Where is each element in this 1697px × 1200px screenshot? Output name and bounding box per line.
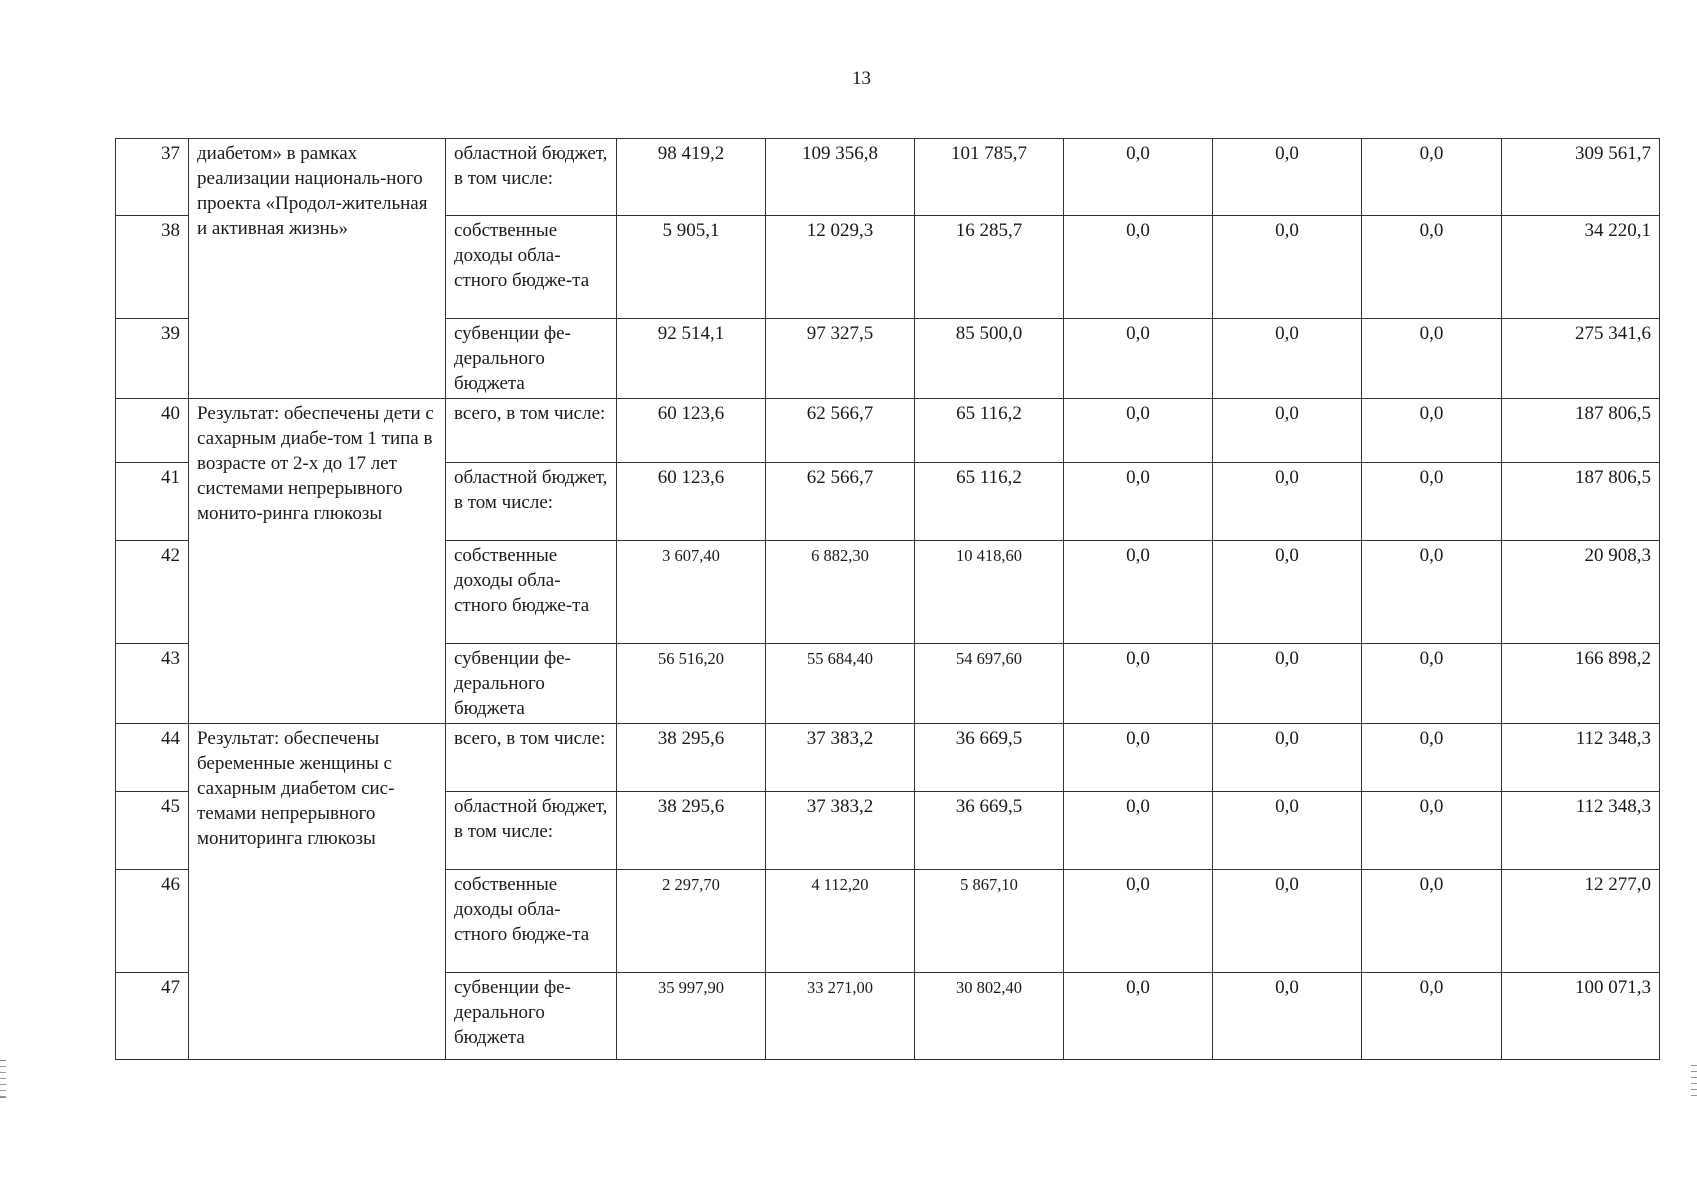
value-year-3: 36 669,5 xyxy=(915,724,1064,792)
value-year-3: 10 418,60 xyxy=(915,541,1064,644)
funding-source: областной бюджет, в том числе: xyxy=(446,792,617,870)
row-number: 37 xyxy=(116,139,189,216)
value-year-6: 0,0 xyxy=(1362,973,1502,1060)
value-year-2: 37 383,2 xyxy=(766,724,915,792)
value-year-5: 0,0 xyxy=(1213,319,1362,399)
event-name: диабетом» в рамках реализации националь-ного проекта «Продол-жительная и активная жизнь» xyxy=(189,139,446,399)
value-year-1: 98 419,2 xyxy=(617,139,766,216)
value-year-3: 65 116,2 xyxy=(915,399,1064,463)
value-year-5: 0,0 xyxy=(1213,399,1362,463)
value-year-1: 92 514,1 xyxy=(617,319,766,399)
value-year-5: 0,0 xyxy=(1213,644,1362,724)
value-year-2: 4 112,20 xyxy=(766,870,915,973)
budget-table xyxy=(115,138,1660,1060)
value-year-5: 0,0 xyxy=(1213,973,1362,1060)
value-total: 187 806,5 xyxy=(1502,463,1660,541)
row-number: 39 xyxy=(116,319,189,399)
row-number: 41 xyxy=(116,463,189,541)
row-number: 40 xyxy=(116,399,189,463)
value-year-4: 0,0 xyxy=(1064,870,1213,973)
value-total: 20 908,3 xyxy=(1502,541,1660,644)
value-year-5: 0,0 xyxy=(1213,541,1362,644)
value-year-2: 62 566,7 xyxy=(766,399,915,463)
page-number: 13 xyxy=(852,68,871,89)
value-year-5: 0,0 xyxy=(1213,724,1362,792)
value-year-3: 5 867,10 xyxy=(915,870,1064,973)
value-year-4: 0,0 xyxy=(1064,724,1213,792)
value-year-4: 0,0 xyxy=(1064,973,1213,1060)
value-year-4: 0,0 xyxy=(1064,792,1213,870)
value-year-6: 0,0 xyxy=(1362,792,1502,870)
value-year-2: 109 356,8 xyxy=(766,139,915,216)
value-year-2: 62 566,7 xyxy=(766,463,915,541)
funding-source: областной бюджет, в том числе: xyxy=(446,463,617,541)
funding-source: всего, в том числе: xyxy=(446,399,617,463)
funding-source: собственные доходы обла-стного бюдже-та xyxy=(446,870,617,973)
value-year-6: 0,0 xyxy=(1362,463,1502,541)
funding-source: субвенции фе-дерального бюджета xyxy=(446,644,617,724)
value-year-6: 0,0 xyxy=(1362,319,1502,399)
value-year-4: 0,0 xyxy=(1064,463,1213,541)
row-number: 46 xyxy=(116,870,189,973)
row-number: 44 xyxy=(116,724,189,792)
value-year-5: 0,0 xyxy=(1213,870,1362,973)
value-year-3: 16 285,7 xyxy=(915,216,1064,319)
value-year-5: 0,0 xyxy=(1213,216,1362,319)
table-row xyxy=(116,139,1660,216)
value-total: 112 348,3 xyxy=(1502,792,1660,870)
value-year-1: 3 607,40 xyxy=(617,541,766,644)
funding-source: собственные доходы обла-стного бюдже-та xyxy=(446,541,617,644)
value-year-5: 0,0 xyxy=(1213,792,1362,870)
row-number: 38 xyxy=(116,216,189,319)
value-total: 100 071,3 xyxy=(1502,973,1660,1060)
scan-mark-left xyxy=(0,1060,6,1098)
value-year-2: 97 327,5 xyxy=(766,319,915,399)
value-total: 112 348,3 xyxy=(1502,724,1660,792)
value-year-1: 2 297,70 xyxy=(617,870,766,973)
value-year-3: 54 697,60 xyxy=(915,644,1064,724)
value-year-6: 0,0 xyxy=(1362,644,1502,724)
funding-source: субвенции фе-дерального бюджета xyxy=(446,319,617,399)
value-year-6: 0,0 xyxy=(1362,216,1502,319)
value-year-1: 56 516,20 xyxy=(617,644,766,724)
row-number: 47 xyxy=(116,973,189,1060)
value-year-6: 0,0 xyxy=(1362,541,1502,644)
value-year-4: 0,0 xyxy=(1064,541,1213,644)
value-total: 309 561,7 xyxy=(1502,139,1660,216)
value-year-2: 37 383,2 xyxy=(766,792,915,870)
value-total: 187 806,5 xyxy=(1502,399,1660,463)
funding-source: областной бюджет, в том числе: xyxy=(446,139,617,216)
table-row xyxy=(116,724,1660,792)
table-row xyxy=(116,399,1660,463)
value-year-1: 60 123,6 xyxy=(617,399,766,463)
value-year-3: 30 802,40 xyxy=(915,973,1064,1060)
scan-mark-right xyxy=(1691,1060,1697,1096)
value-year-6: 0,0 xyxy=(1362,139,1502,216)
value-year-2: 55 684,40 xyxy=(766,644,915,724)
value-year-1: 5 905,1 xyxy=(617,216,766,319)
value-total: 12 277,0 xyxy=(1502,870,1660,973)
value-year-6: 0,0 xyxy=(1362,724,1502,792)
event-name: Результат: обеспечены дети с сахарным диабе-том 1 типа в возрасте от 2-х до 17 лет системами непрерывного монито-ринга глюкозы xyxy=(189,399,446,724)
value-year-2: 12 029,3 xyxy=(766,216,915,319)
value-year-1: 35 997,90 xyxy=(617,973,766,1060)
value-year-5: 0,0 xyxy=(1213,463,1362,541)
value-total: 166 898,2 xyxy=(1502,644,1660,724)
value-year-4: 0,0 xyxy=(1064,399,1213,463)
row-number: 43 xyxy=(116,644,189,724)
value-year-3: 85 500,0 xyxy=(915,319,1064,399)
value-year-4: 0,0 xyxy=(1064,644,1213,724)
row-number: 45 xyxy=(116,792,189,870)
row-number: 42 xyxy=(116,541,189,644)
funding-source: собственные доходы обла-стного бюдже-та xyxy=(446,216,617,319)
value-year-1: 38 295,6 xyxy=(617,724,766,792)
value-year-6: 0,0 xyxy=(1362,870,1502,973)
funding-source: субвенции фе-дерального бюджета xyxy=(446,973,617,1060)
value-total: 34 220,1 xyxy=(1502,216,1660,319)
value-year-3: 36 669,5 xyxy=(915,792,1064,870)
event-name: Результат: обеспечены беременные женщины с сахарным диабетом сис-темами непрерывного мониторинга глюкозы xyxy=(189,724,446,1060)
value-total: 275 341,6 xyxy=(1502,319,1660,399)
value-year-2: 6 882,30 xyxy=(766,541,915,644)
value-year-4: 0,0 xyxy=(1064,139,1213,216)
value-year-3: 65 116,2 xyxy=(915,463,1064,541)
value-year-4: 0,0 xyxy=(1064,216,1213,319)
value-year-4: 0,0 xyxy=(1064,319,1213,399)
value-year-1: 60 123,6 xyxy=(617,463,766,541)
value-year-6: 0,0 xyxy=(1362,399,1502,463)
value-year-5: 0,0 xyxy=(1213,139,1362,216)
table-body xyxy=(116,139,1660,1060)
value-year-2: 33 271,00 xyxy=(766,973,915,1060)
funding-source: всего, в том числе: xyxy=(446,724,617,792)
value-year-1: 38 295,6 xyxy=(617,792,766,870)
value-year-3: 101 785,7 xyxy=(915,139,1064,216)
